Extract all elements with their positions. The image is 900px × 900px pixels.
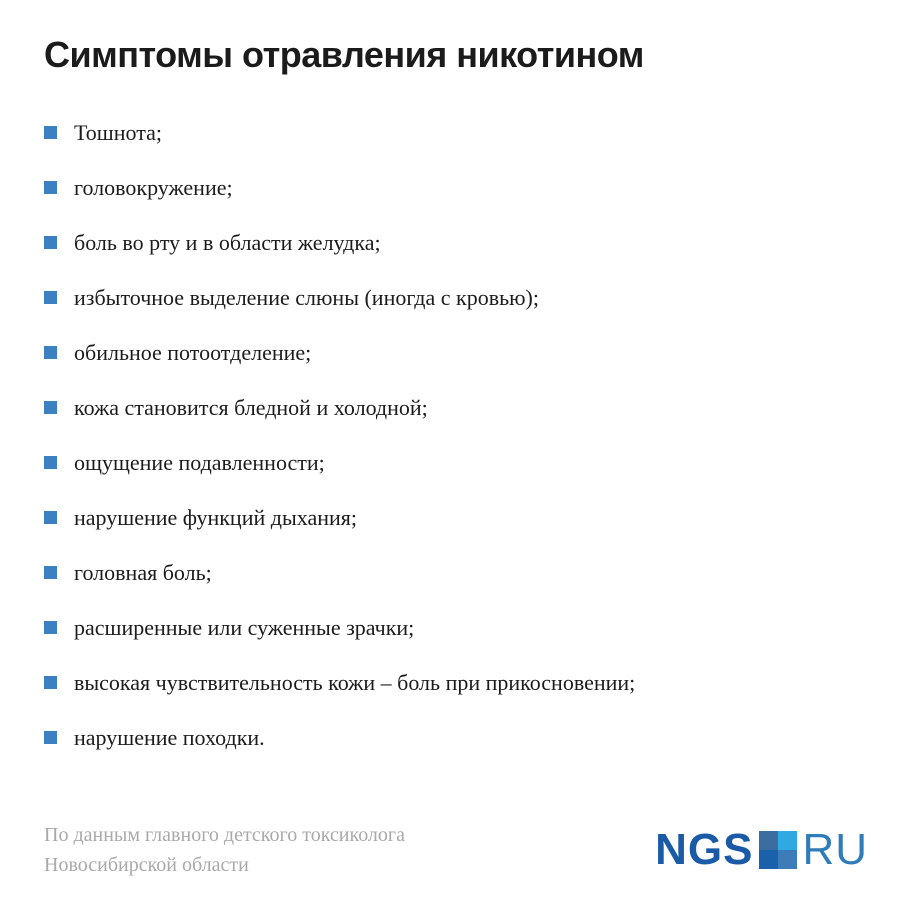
bullet-square-icon	[44, 456, 57, 469]
bullet-square-icon	[44, 566, 57, 579]
list-item	[44, 341, 860, 364]
list-item	[44, 121, 860, 144]
source-line-1: По данным главного детского токсиколога	[44, 824, 405, 846]
ngs-ru-logo	[655, 825, 868, 874]
list-item	[44, 286, 860, 309]
bullet-square-icon	[44, 236, 57, 249]
list-item-text: ощущение подавленности;	[74, 450, 325, 475]
source-line-2: Новосибирской области	[44, 854, 249, 876]
list-item-text: обильное потоотделение;	[74, 340, 312, 365]
list-item-text: боль во рту и в области желудка;	[74, 230, 381, 255]
source-attribution	[44, 820, 405, 880]
bullet-square-icon	[44, 346, 57, 359]
list-item	[44, 451, 860, 474]
logo-square-quadrant	[778, 831, 797, 850]
bullet-square-icon	[44, 401, 57, 414]
list-item	[44, 231, 860, 254]
page-title: Симптомы отравления никотином	[44, 34, 644, 75]
list-item-text: нарушение функций дыхания;	[74, 505, 357, 530]
bullet-square-icon	[44, 126, 57, 139]
logo-ngs-text: NGS	[655, 825, 754, 874]
list-item-text: расширенные или суженные зрачки;	[74, 615, 415, 640]
list-item-text: высокая чувствительность кожи – боль при прикосновении;	[74, 670, 636, 695]
list-item	[44, 506, 860, 529]
list-item	[44, 671, 860, 694]
bullet-square-icon	[44, 676, 57, 689]
bullet-square-icon	[44, 731, 57, 744]
list-item	[44, 726, 860, 749]
logo-square-quadrant	[759, 850, 778, 869]
list-item-text: нарушение походки.	[74, 725, 265, 750]
list-item	[44, 396, 860, 419]
logo-ru-text: RU	[802, 825, 868, 874]
list-item	[44, 561, 860, 584]
list-item-text: головная боль;	[74, 560, 212, 585]
list-item-text: головокружение;	[74, 175, 233, 200]
list-item	[44, 176, 860, 199]
bullet-square-icon	[44, 291, 57, 304]
bullet-square-icon	[44, 621, 57, 634]
list-item-text: Тошнота;	[74, 120, 162, 145]
logo-square-quadrant	[759, 831, 778, 850]
bullet-square-icon	[44, 511, 57, 524]
list-item-text: избыточное выделение слюны (иногда с кровью);	[74, 285, 539, 310]
list-item	[44, 616, 860, 639]
list-item-text: кожа становится бледной и холодной;	[74, 395, 428, 420]
logo-square-quadrant	[778, 850, 797, 869]
symptom-list	[44, 121, 860, 781]
logo-square-icon	[759, 831, 797, 869]
bullet-square-icon	[44, 181, 57, 194]
